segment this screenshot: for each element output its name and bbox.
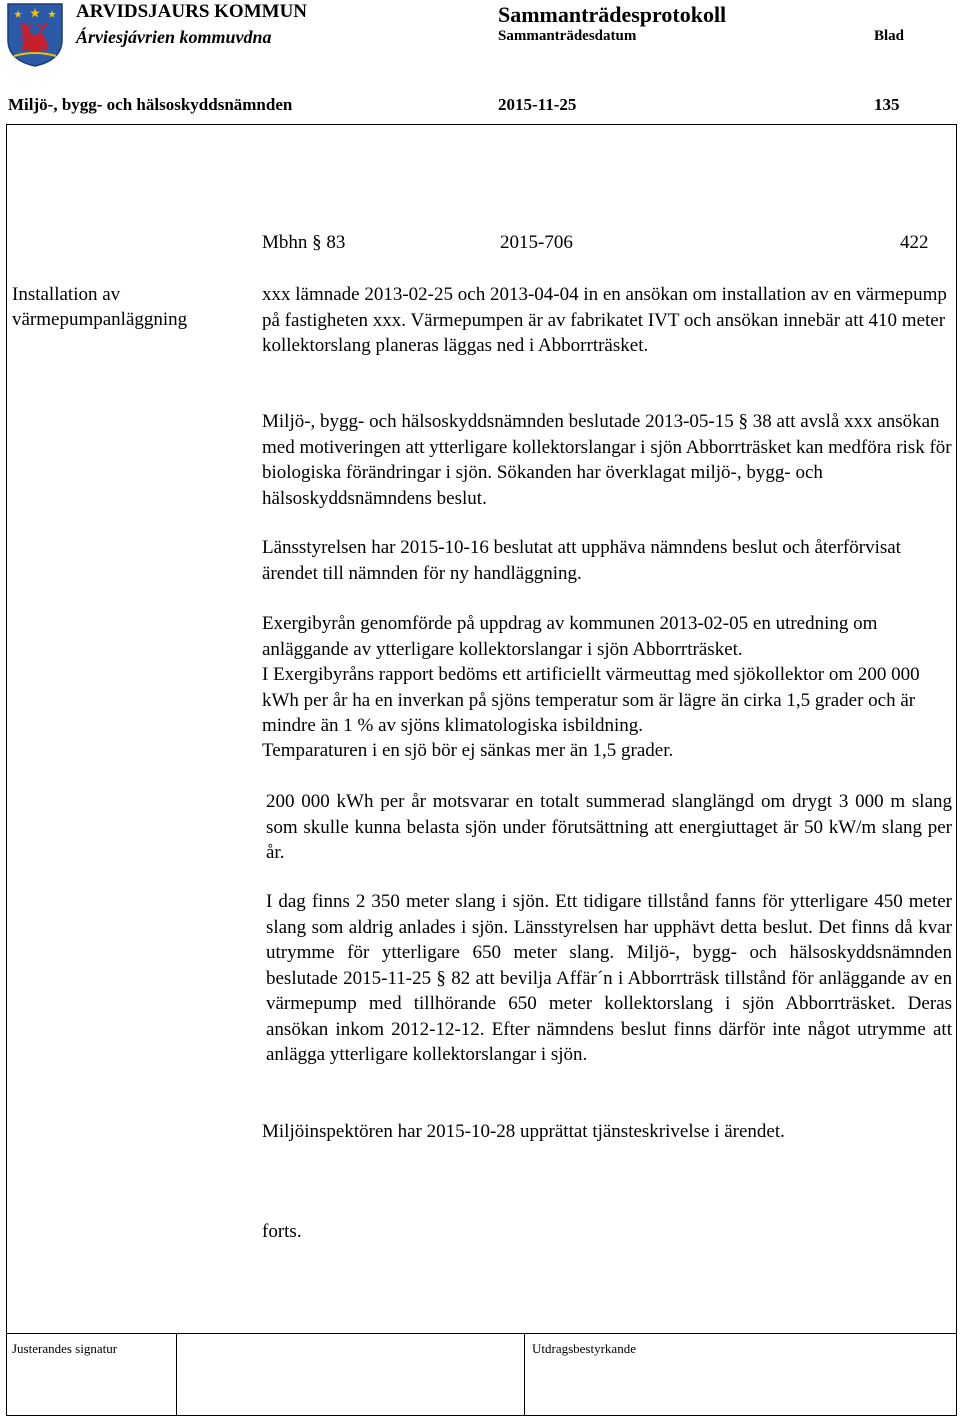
certification-label: Utdragsbestyrkande (532, 1341, 636, 1356)
paragraph-hose-length: 200 000 kWh per år motsvarar en totalt summerad slanglängd om drygt 3 000 m slang som skulle kunna belasta sjön under förutsättning att energiuttaget är 50 kW/m slang per år. (266, 791, 952, 863)
case-title: Installation av värmepumpanläggning (12, 284, 188, 330)
paragraph-temperature: Temparaturen i en sjö bör ej sänkas mer än 1,5 grader. (262, 740, 674, 761)
signature-row-divider (6, 1333, 957, 1334)
case-number: 2015-706 (500, 232, 573, 253)
paragraph-inspector: Miljöinspektören har 2015-10-28 upprättat tjänsteskrivelse i ärendet. (262, 1121, 785, 1142)
case-code: 422 (900, 232, 929, 253)
meeting-date-label: Sammanträdesdatum (498, 28, 637, 44)
paragraph-investigation: Exergibyrån genomförde på uppdrag av kommunen 2013-02-05 en utredning om anläggande av ytterligare kollektorslangar i sjön Abborrträsket. (262, 613, 878, 660)
committee-name: Miljö-, bygg- och hälsoskyddsnämnden (8, 95, 293, 114)
page-number: 135 (874, 95, 900, 114)
signature-column-divider (176, 1333, 177, 1416)
signature-label: Justerandes signatur (12, 1341, 118, 1356)
paragraph-report: I Exergibyråns rapport bedöms ett artificiellt värmeuttag med sjökollektor om 200 000 kWh per år ha en inverkan på sjöns temperatur som är lägre än cirka 1,5 grader och är mindre än 1 % av sjöns klimatologiska isbildning. (262, 664, 920, 736)
document-title: Sammanträdesprotokoll (498, 2, 727, 27)
municipality-name-sami: Árviesjávrien kommuvdna (76, 27, 272, 47)
certification-column-divider (524, 1333, 525, 1416)
municipality-coat-of-arms (6, 2, 64, 68)
paragraph-county-board: Länsstyrelsen har 2015-10-16 beslutat att upphäva nämndens beslut och återförvisat ärendet till nämnden för ny handläggning. (262, 537, 901, 584)
meeting-date: 2015-11-25 (498, 95, 577, 114)
paragraph-reference: Mbhn § 83 (262, 232, 346, 253)
page-label: Blad (874, 28, 905, 44)
continuation-note: forts. (262, 1221, 302, 1242)
paragraph-application: xxx lämnade 2013-02-25 och 2013-04-04 in en ansökan om installation av en värmepump på fastigheten xxx. Värmepumpen är av fabrikatet IVT och ansökan innebär att 410 meter kollektorslang planeras läggas ned i Abborrträsket. (262, 284, 947, 356)
paragraph-current-status: I dag finns 2 350 meter slang i sjön. Ett tidigare tillstånd fanns för ytterligare 450 meter slang som aldrig anlades i sjön. Länsstyrelsen har upphävt detta beslut. Det finns då kvar utrymme för ytterligare 650 meter slang. Miljö-, bygg- och hälsoskyddsnämnden beslutade 2015-11-25 § 82 att bevilja Affär´n i Abborrträsk tillstånd för anläggande av en värmepump med tillhörande 650 meter kollektorslang i sjön Abborrträsket. Deras ansökan inkom 2012-12-12. Efter nämndens beslut finns därför inte något utrymme att anlägga ytterligare kollektorslangar i sjön. (266, 891, 952, 1065)
municipality-name: ARVIDSJAURS KOMMUN (76, 1, 308, 22)
paragraph-previous-decision: Miljö-, bygg- och hälsoskyddsnämnden beslutade 2013-05-15 § 38 att avslå xxx ansökan med motiveringen att ytterligare kollektorslangar i sjön Abborrträsket kan medföra risk för biologiska förändringar i sjön. Sökanden har överklagat miljö-, bygg- och hälsoskyddsnämndens beslut. (262, 411, 952, 509)
